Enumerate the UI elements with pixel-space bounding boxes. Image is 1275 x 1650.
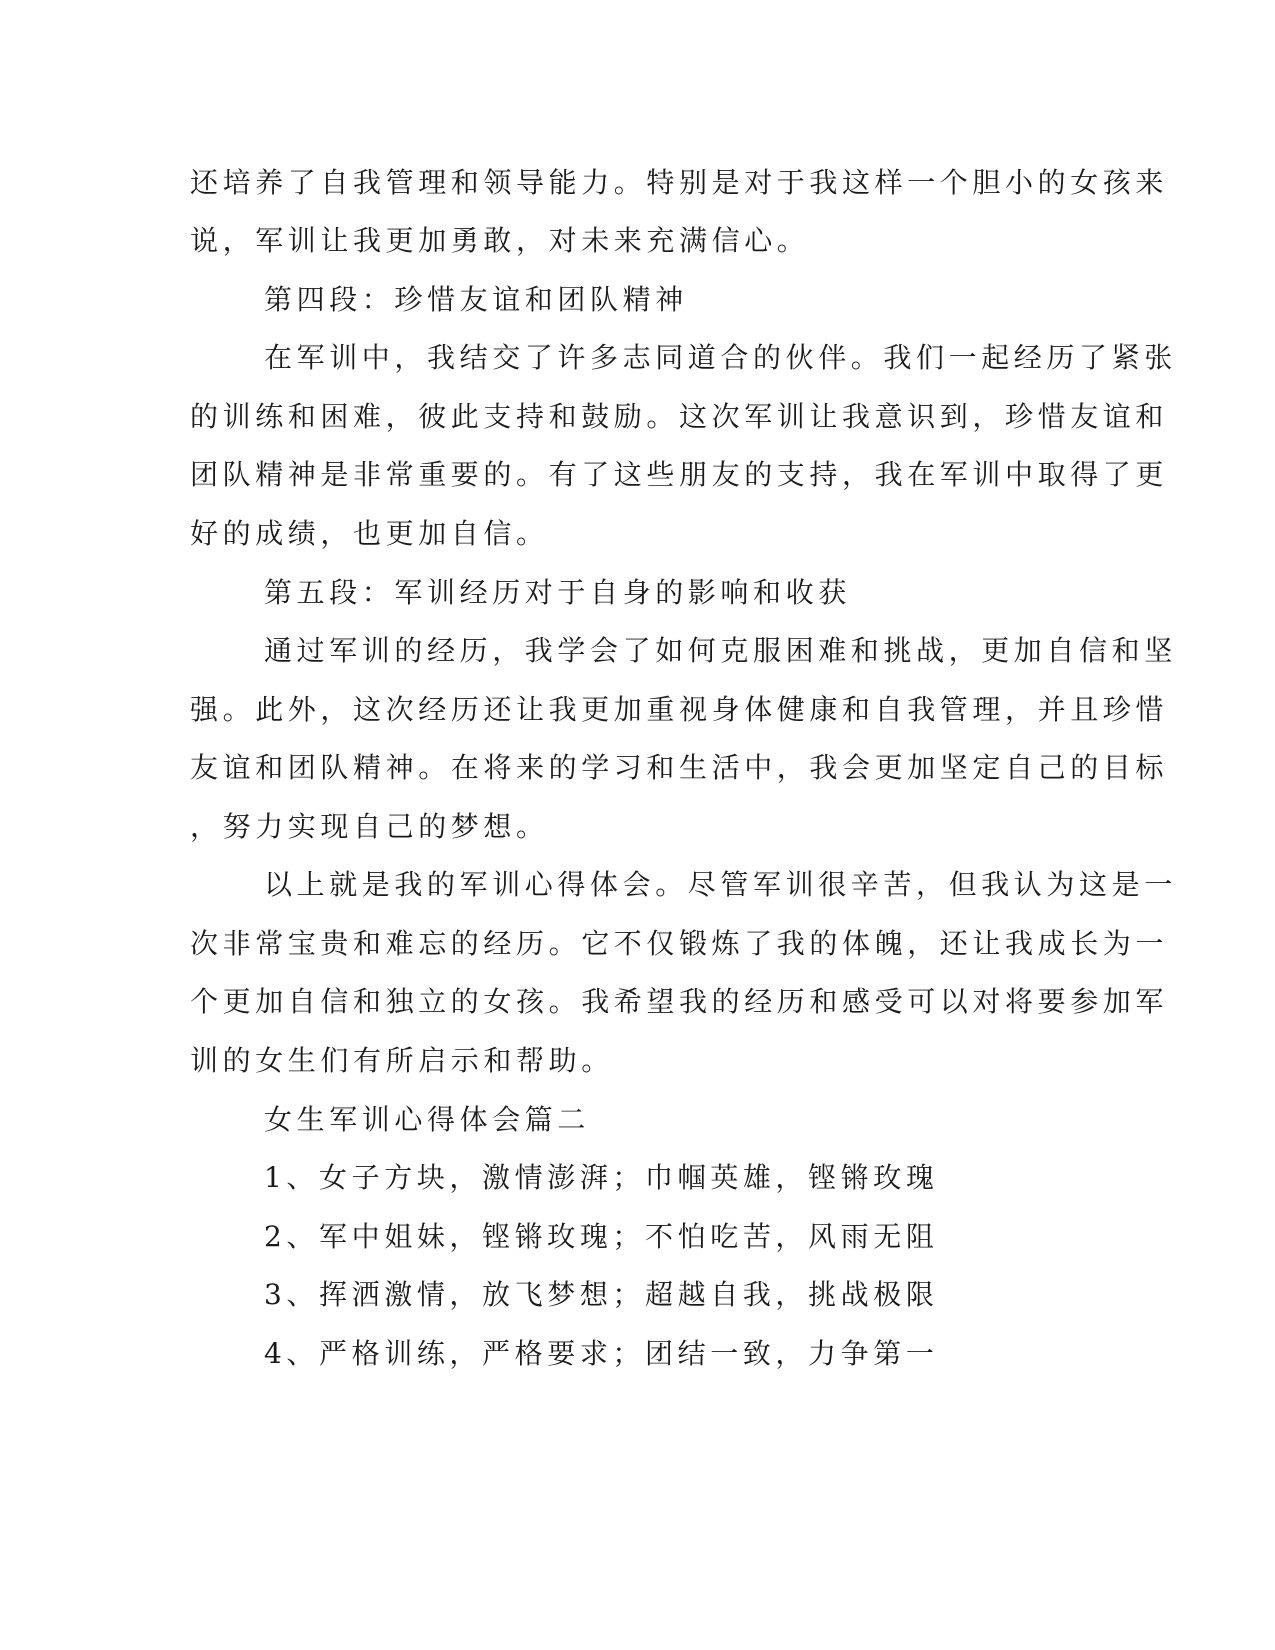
paragraph-line: 训的女生们有所启示和帮助。 xyxy=(190,1044,614,1077)
paragraph-line: 在军训中，我结交了许多志同道合的伙伴。我们一起经历了紧张 xyxy=(264,341,1177,374)
paragraph-line: 还培养了自我管理和领导能力。特别是对于我这样一个胆小的女孩来 xyxy=(190,166,1169,199)
paragraph-line: 通过军训的经历，我学会了如何克服困难和挑战，更加自信和坚 xyxy=(264,634,1177,667)
article-title: 女生军训心得体会篇二 xyxy=(264,1103,591,1136)
paragraph-line: 友谊和团队精神。在将来的学习和生活中，我会更加坚定自己的目标 xyxy=(190,751,1169,784)
slogan-item: 1、女子方块，激情澎湃；巾帼英雄，铿锵玫瑰 xyxy=(264,1161,939,1194)
section-heading-4: 第四段：珍惜友谊和团队精神 xyxy=(264,283,688,316)
paragraph-line: 强。此外，这次经历还让我更加重视身体健康和自我管理，并且珍惜 xyxy=(190,693,1169,726)
slogan-item: 4、严格训练，严格要求；团结一致，力争第一 xyxy=(264,1337,939,1370)
paragraph-line: 说，军训让我更加勇敢，对未来充满信心。 xyxy=(190,224,810,257)
paragraph-line: 次非常宝贵和难忘的经历。它不仅锻炼了我的体魄，还让我成长为一 xyxy=(190,927,1169,960)
paragraph-line: 个更加自信和独立的女孩。我希望我的经历和感受可以对将要参加军 xyxy=(190,985,1169,1018)
section-heading-5: 第五段：军训经历对于自身的影响和收获 xyxy=(264,576,851,609)
slogan-item: 3、挥洒激情，放飞梦想；超越自我，挑战极限 xyxy=(264,1278,939,1311)
paragraph-line: 好的成绩，也更加自信。 xyxy=(190,517,549,550)
paragraph-line: 团队精神是非常重要的。有了这些朋友的支持，我在军训中取得了更 xyxy=(190,458,1169,491)
paragraph-line: 的训练和困难，彼此支持和鼓励。这次军训让我意识到，珍惜友谊和 xyxy=(190,400,1169,433)
paragraph-line: ，努力实现自己的梦想。 xyxy=(190,810,549,843)
paragraph-line: 以上就是我的军训心得体会。尽管军训很辛苦，但我认为这是一 xyxy=(264,868,1177,901)
slogan-item: 2、军中姐妹，铿锵玫瑰；不怕吃苦，风雨无阻 xyxy=(264,1220,939,1253)
